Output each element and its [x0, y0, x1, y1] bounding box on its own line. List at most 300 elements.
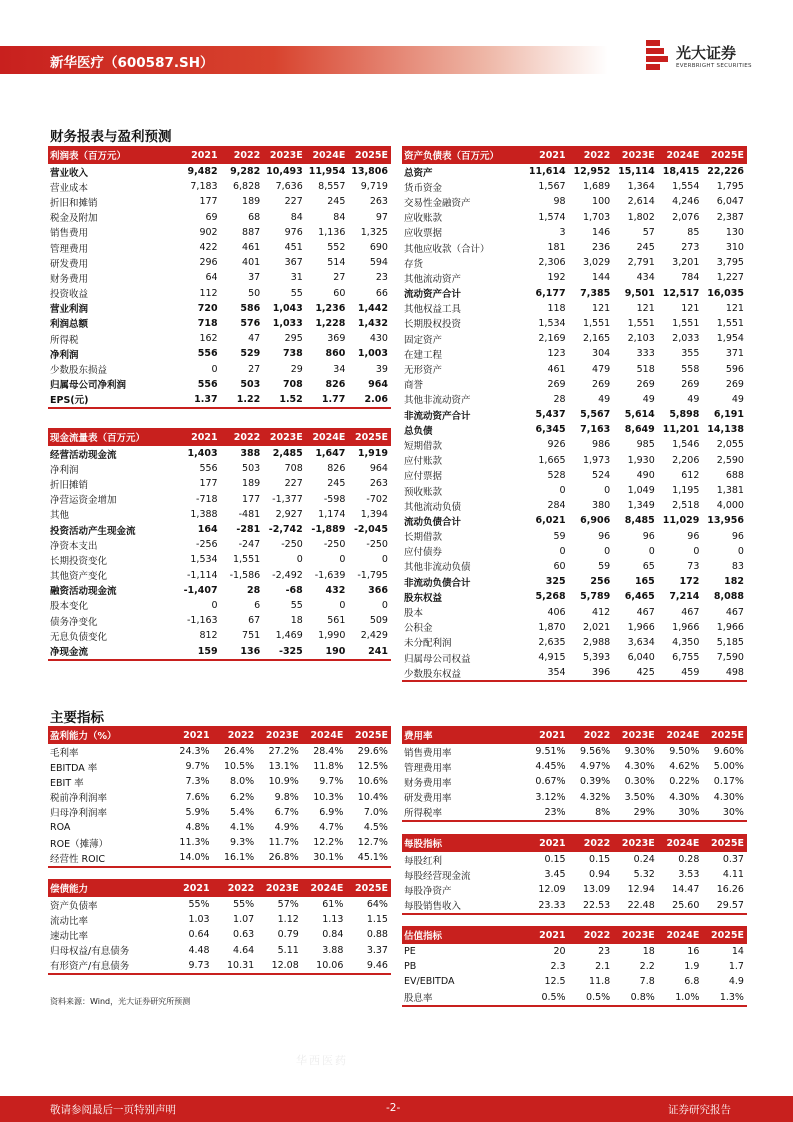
table-title: 现金流量表（百万元） — [50, 433, 146, 444]
table-row — [48, 790, 391, 805]
column-header: 2023E — [269, 431, 303, 443]
cell-value: 29% — [633, 806, 655, 818]
column-header: 2022 — [583, 729, 611, 741]
cell-value: 256 — [590, 576, 611, 588]
cell-value: -1,377 — [272, 493, 303, 505]
column-header: 2024E — [310, 729, 344, 741]
table-row — [48, 912, 391, 927]
cell-value: 3,201 — [672, 257, 700, 269]
footer-disclaimer-link[interactable]: 敬请参阅最后一页特别声明 — [50, 1104, 176, 1116]
row-label: 融资活动现金流 — [50, 586, 117, 598]
column-header: 2024E — [312, 149, 346, 161]
cell-value: 14,138 — [707, 424, 744, 436]
table-row — [402, 852, 747, 867]
cell-value: 50 — [248, 287, 261, 299]
cell-value: 49 — [731, 393, 744, 405]
cell-value: 902 — [199, 226, 218, 238]
cell-value: 556 — [199, 463, 218, 475]
cell-value: 29.6% — [357, 746, 388, 758]
cell-value: 12.94 — [627, 884, 655, 896]
cell-value: -718 — [196, 493, 218, 505]
expense-ratio-table — [402, 726, 747, 822]
cell-value: 6,040 — [627, 652, 655, 664]
row-label: 投资收益 — [50, 289, 89, 301]
cell-value: 1.03 — [188, 914, 210, 926]
cell-value: 6,755 — [672, 652, 700, 664]
column-header: 2025E — [355, 729, 388, 741]
cell-value: 4.30% — [713, 791, 744, 803]
row-label: 其他非流动负债 — [404, 562, 471, 574]
cell-value: 4,000 — [716, 500, 744, 512]
cell-value: 422 — [199, 242, 218, 254]
cell-value: 11.3% — [179, 837, 210, 849]
cell-value: 177 — [242, 493, 261, 505]
cell-value: 1,795 — [716, 181, 744, 193]
cell-value: 18 — [290, 615, 303, 627]
cell-value: 6.8 — [684, 976, 700, 988]
cell-value: 4.30% — [624, 761, 655, 773]
table-row — [48, 331, 391, 346]
cell-value: 59 — [598, 560, 611, 572]
cell-value: 136 — [240, 645, 261, 657]
cell-value: 1,551 — [716, 317, 744, 329]
table-title: 利润表（百万元） — [50, 151, 127, 162]
cell-value: 4.9% — [274, 822, 299, 834]
cell-value: 0.22% — [669, 776, 700, 788]
cell-value: 98 — [553, 196, 566, 208]
cell-value: 4.9 — [728, 976, 744, 988]
cell-value: 1,551 — [672, 317, 700, 329]
cell-value: 22,226 — [707, 166, 744, 178]
cell-value: 4.5% — [363, 822, 388, 834]
cell-value: 354 — [547, 667, 566, 679]
cell-value: 65 — [642, 560, 655, 572]
cell-value: 0 — [604, 485, 611, 497]
cell-value: 0.5% — [586, 991, 611, 1003]
column-header: 2025E — [711, 729, 744, 741]
cell-value: -481 — [238, 508, 261, 520]
cell-value: 6,047 — [716, 196, 744, 208]
cell-value: 1,973 — [582, 454, 611, 466]
cell-value: 0 — [737, 545, 744, 557]
cell-value: 1,551 — [582, 317, 611, 329]
table-row — [402, 468, 747, 483]
cell-value: 9,719 — [360, 181, 388, 193]
cell-value: 9.30% — [624, 746, 655, 758]
table-row — [402, 635, 747, 650]
row-label: 流动资产合计 — [404, 289, 462, 301]
cell-value: 5,268 — [535, 591, 566, 603]
cell-value: 1,003 — [357, 348, 388, 360]
cell-value: 0 — [339, 599, 346, 611]
cell-value: -250 — [366, 539, 388, 551]
cell-value: 8,649 — [624, 424, 655, 436]
cell-value: 269 — [592, 378, 611, 390]
cell-value: 28 — [553, 393, 566, 405]
cell-value: 245 — [327, 478, 346, 490]
cell-value: 461 — [242, 242, 261, 254]
cell-value: 30% — [722, 806, 744, 818]
cell-value: 20 — [553, 946, 566, 958]
cell-value: 5.32 — [633, 869, 655, 881]
cell-value: 1.12 — [277, 914, 299, 926]
cell-value: 1,546 — [672, 439, 700, 451]
table-row — [402, 944, 747, 959]
table-row — [48, 446, 391, 461]
cell-value: 0 — [559, 545, 566, 557]
row-label: 净资本支出 — [50, 540, 98, 552]
table-row — [402, 255, 747, 270]
cell-value: 524 — [592, 469, 611, 481]
cell-value: 1,551 — [232, 554, 261, 566]
cell-value: 11,614 — [528, 166, 566, 178]
table-row — [48, 850, 391, 865]
cell-value: 5,898 — [669, 409, 700, 421]
cell-value: 0 — [381, 599, 388, 611]
cell-value: 245 — [327, 196, 346, 208]
table-row — [48, 492, 391, 507]
cell-value: 273 — [681, 242, 700, 254]
column-header: 2025E — [711, 837, 744, 849]
cell-value: 0.64 — [188, 929, 210, 941]
cell-value: 529 — [240, 348, 261, 360]
cell-value: 1,136 — [318, 226, 346, 238]
row-label: 所得税 — [50, 334, 79, 346]
cell-value: 11,029 — [662, 515, 700, 527]
cell-value: 8,557 — [318, 181, 346, 193]
cell-value: 121 — [681, 302, 700, 314]
table-row — [402, 990, 747, 1005]
row-label: 非流动负债合计 — [404, 577, 471, 589]
logo-mark-icon — [646, 40, 668, 72]
table-row — [48, 643, 391, 658]
table-header — [48, 428, 391, 446]
table-row — [402, 240, 747, 255]
cell-value: -2,492 — [272, 569, 303, 581]
table-row — [48, 461, 391, 476]
cell-value: 366 — [368, 584, 388, 596]
row-label: 营业收入 — [50, 167, 89, 179]
footer-bar — [0, 1096, 793, 1122]
cell-value: 498 — [725, 667, 744, 679]
table-header — [402, 926, 747, 944]
cell-value: 45.1% — [357, 852, 388, 864]
cell-value: 380 — [592, 500, 611, 512]
column-header: 2022 — [233, 431, 261, 443]
table-row — [48, 179, 391, 194]
row-label: 净利润 — [50, 464, 79, 476]
cell-value: 67 — [248, 615, 261, 627]
table-header — [402, 834, 747, 852]
cell-value: 6,906 — [580, 515, 611, 527]
column-header: 2023E — [269, 149, 303, 161]
table-row — [402, 346, 747, 361]
cell-value: 236 — [592, 242, 611, 254]
cell-value: 10,493 — [266, 166, 303, 178]
cell-value: 26.4% — [224, 746, 255, 758]
cell-value: 528 — [547, 469, 566, 481]
table-row — [48, 194, 391, 209]
cell-value: 7.8 — [639, 976, 655, 988]
cell-value: 371 — [725, 348, 744, 360]
per-share-table — [402, 834, 747, 915]
cell-value: 0.5% — [541, 991, 566, 1003]
cell-value: 4.11 — [722, 869, 744, 881]
row-label: EBIT 率 — [50, 777, 84, 789]
cashflow-table — [48, 428, 391, 661]
row-label: 总负债 — [404, 425, 433, 437]
cell-value: 9.50% — [669, 746, 700, 758]
table-row — [48, 927, 391, 942]
cell-value: 10.4% — [357, 791, 388, 803]
cell-value: 1,033 — [272, 317, 303, 329]
cell-value: 0.88 — [366, 929, 388, 941]
row-label: 速动比率 — [50, 930, 89, 942]
table-row — [402, 331, 747, 346]
cell-value: 1,195 — [672, 485, 700, 497]
row-label: 其他 — [50, 510, 70, 522]
column-header: 2022 — [583, 837, 611, 849]
cell-value: 1.22 — [236, 393, 261, 405]
column-header: 2023E — [621, 149, 655, 161]
cell-value: 164 — [197, 524, 218, 536]
cell-value: 467 — [681, 606, 700, 618]
cell-value: 85 — [687, 226, 700, 238]
table-row — [402, 589, 747, 604]
cell-value: 2.06 — [364, 393, 388, 405]
cell-value: 0.15 — [544, 854, 566, 866]
cell-value: 459 — [681, 667, 700, 679]
cell-value: 9,482 — [187, 166, 218, 178]
cell-value: 2,387 — [716, 211, 744, 223]
cell-value: 96 — [687, 530, 700, 542]
cell-value: 130 — [725, 226, 744, 238]
cell-value: 8,088 — [713, 591, 744, 603]
column-header: 2025E — [355, 149, 388, 161]
cell-value: 118 — [547, 302, 566, 314]
table-bottom-rule — [48, 866, 391, 868]
income-statement-table — [48, 146, 391, 409]
cell-value: 1,228 — [315, 317, 346, 329]
row-label: 折旧摊销 — [50, 479, 89, 491]
cell-value: 412 — [592, 606, 611, 618]
cell-value: 1.37 — [194, 393, 218, 405]
cell-value: -702 — [366, 493, 388, 505]
cell-value: 1,870 — [538, 621, 566, 633]
cell-value: 10.6% — [357, 776, 388, 788]
table-title: 偿债能力 — [50, 884, 89, 895]
table-row — [402, 513, 747, 528]
cell-value: 425 — [636, 667, 655, 679]
cell-value: 28.4% — [313, 746, 344, 758]
table-row — [48, 820, 391, 835]
cell-value: 12.08 — [271, 959, 299, 971]
logo-en-text: EVERBRIGHT SECURITIES — [676, 63, 752, 69]
cell-value: 812 — [199, 630, 218, 642]
row-label: 应付账款 — [404, 456, 443, 468]
table-row — [48, 744, 391, 759]
cell-value: 269 — [681, 378, 700, 390]
cell-value: 1,990 — [318, 630, 346, 642]
section-title-indicators: 主要指标 — [50, 710, 104, 726]
table-row — [48, 346, 391, 361]
cell-value: 518 — [636, 363, 655, 375]
solvency-table — [48, 879, 391, 975]
table-row — [402, 559, 747, 574]
cell-value: 0.8% — [630, 991, 655, 1003]
cell-value: 826 — [325, 378, 346, 390]
cell-value: 29 — [290, 363, 303, 375]
cell-value: 13,806 — [351, 166, 388, 178]
row-label: 公积金 — [404, 623, 433, 635]
cell-value: 37 — [248, 272, 261, 284]
cell-value: 7.0% — [363, 806, 388, 818]
cell-value: 12.2% — [313, 837, 344, 849]
cell-value: 1,802 — [627, 211, 655, 223]
cell-value: 13.1% — [268, 761, 299, 773]
cell-value: 1,388 — [190, 508, 218, 520]
cell-value: 47 — [248, 333, 261, 345]
cell-value: -1,795 — [357, 569, 388, 581]
column-header: 2022 — [583, 149, 611, 161]
cell-value: 751 — [242, 630, 261, 642]
cell-value: 467 — [636, 606, 655, 618]
row-label: 经营性 ROIC — [50, 853, 106, 865]
cell-value: 5.9% — [185, 806, 210, 818]
cell-value: 11.8% — [313, 761, 344, 773]
cell-value: 612 — [681, 469, 700, 481]
cell-value: -2,045 — [353, 524, 388, 536]
cell-value: 49 — [598, 393, 611, 405]
cell-value: 887 — [242, 226, 261, 238]
cell-value: 22.48 — [627, 899, 655, 911]
table-row — [48, 958, 391, 973]
cell-value: 430 — [369, 333, 388, 345]
cell-value: 333 — [636, 348, 655, 360]
table-bottom-rule — [402, 913, 747, 915]
cell-value: 0.17% — [713, 776, 744, 788]
cell-value: 189 — [242, 478, 261, 490]
cell-value: 0 — [381, 554, 388, 566]
cell-value: 73 — [687, 560, 700, 572]
row-label: 毛利率 — [50, 747, 79, 759]
cell-value: 12.09 — [538, 884, 566, 896]
cell-value: 926 — [547, 439, 566, 451]
table-row — [48, 552, 391, 567]
valuation-table — [402, 926, 747, 1007]
cell-value: 11,201 — [662, 424, 700, 436]
table-row — [48, 522, 391, 537]
row-label: ROA — [50, 822, 71, 834]
cell-value: 1.07 — [233, 914, 255, 926]
table-row — [402, 301, 747, 316]
cell-value: 2,927 — [275, 508, 303, 520]
cell-value: -1,889 — [311, 524, 346, 536]
row-label: 每股销售收入 — [404, 901, 462, 913]
cell-value: 55% — [188, 899, 210, 911]
cell-value: 708 — [284, 463, 303, 475]
row-label: 应收账款 — [404, 213, 443, 225]
cell-value: 30% — [678, 806, 700, 818]
cell-value: -68 — [285, 584, 303, 596]
brand-logo — [646, 40, 766, 76]
row-label: 税前净利润率 — [50, 793, 108, 805]
cell-value: 5.00% — [713, 761, 744, 773]
cell-value: 4.64 — [233, 944, 255, 956]
profitability-table — [48, 726, 391, 868]
row-label: 归属母公司净利润 — [50, 380, 127, 392]
cell-value: 68 — [248, 211, 261, 223]
cell-value: 976 — [284, 226, 303, 238]
cell-value: 59 — [553, 530, 566, 542]
column-header: 2021 — [191, 149, 218, 161]
table-row — [48, 270, 391, 285]
cell-value: 284 — [547, 500, 566, 512]
cell-value: 16 — [687, 946, 700, 958]
row-label: 研发费用率 — [404, 793, 452, 805]
cell-value: 6,345 — [535, 424, 566, 436]
cell-value: 596 — [725, 363, 744, 375]
table-bottom-rule — [48, 659, 391, 661]
row-label: 非流动资产合计 — [404, 410, 471, 422]
cell-value: 0.94 — [589, 869, 611, 881]
cell-value: 189 — [242, 196, 261, 208]
footer-report-type: 证券研究报告 — [668, 1104, 731, 1116]
cell-value: 7,385 — [580, 287, 611, 299]
cell-value: 64% — [366, 899, 388, 911]
cell-value: 23.33 — [538, 899, 566, 911]
cell-value: 112 — [199, 287, 218, 299]
table-row — [48, 598, 391, 613]
table-row — [402, 270, 747, 285]
cell-value: 3,795 — [716, 257, 744, 269]
cell-value: 1,954 — [716, 333, 744, 345]
cell-value: 1,364 — [627, 181, 655, 193]
cell-value: 5,393 — [582, 652, 611, 664]
row-label: 财务费用率 — [404, 777, 452, 789]
cell-value: 84 — [290, 211, 303, 223]
cell-value: 6,177 — [535, 287, 566, 299]
cell-value: 708 — [282, 378, 303, 390]
cell-value: 1.7 — [728, 961, 744, 973]
cell-value: 304 — [592, 348, 611, 360]
cell-value: 503 — [240, 378, 261, 390]
cell-value: 123 — [547, 348, 566, 360]
cell-value: 1,966 — [716, 621, 744, 633]
column-header: 2023E — [265, 882, 299, 894]
row-label: 应付票据 — [404, 471, 443, 483]
cell-value: 1,227 — [716, 272, 744, 284]
row-label: 管理费用率 — [404, 762, 452, 774]
cell-value: 25.60 — [672, 899, 700, 911]
cell-value: 66 — [375, 287, 388, 299]
cell-value: 3,029 — [582, 257, 611, 269]
cell-value: 985 — [636, 439, 655, 451]
table-row — [48, 537, 391, 552]
table-row — [48, 225, 391, 240]
cell-value: 11.8 — [589, 976, 611, 988]
column-header: 2021 — [539, 929, 566, 941]
cell-value: 55 — [290, 599, 303, 611]
table-row — [402, 529, 747, 544]
table-row — [402, 620, 747, 635]
cell-value: 1,567 — [538, 181, 566, 193]
cell-value: 4.30% — [669, 791, 700, 803]
table-row — [48, 286, 391, 301]
cell-value: 29.57 — [716, 899, 744, 911]
cell-value: 2,021 — [582, 621, 611, 633]
cell-value: 1,442 — [357, 302, 388, 314]
